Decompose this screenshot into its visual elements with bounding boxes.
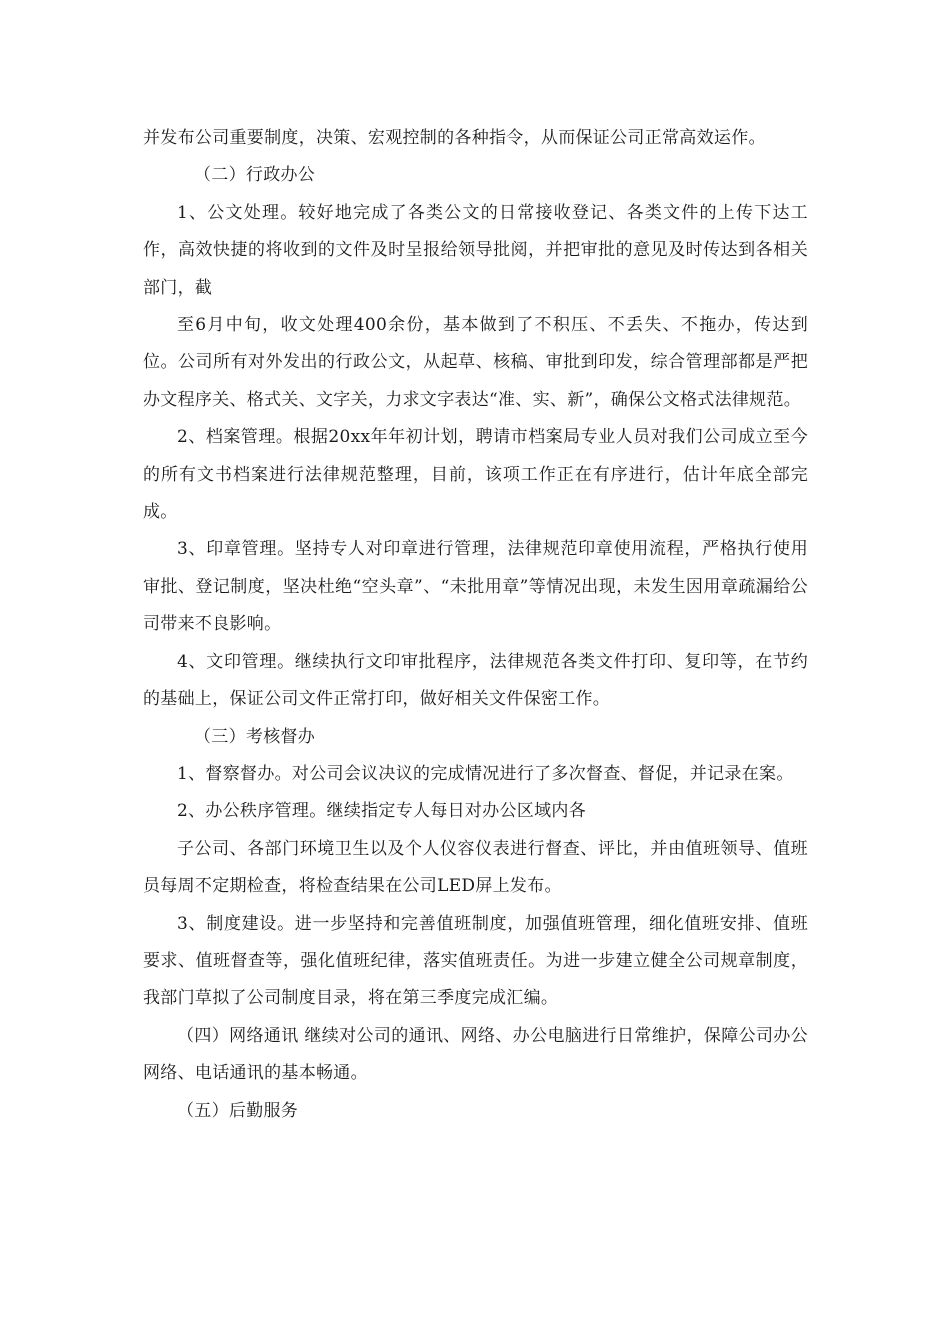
paragraph-office-order: 2、办公秩序管理。继续指定专人每日对办公区域内各 [177,801,587,822]
section-heading-assessment: （三）考核督办 [194,726,316,747]
paragraph-document-processing: 1、公文处理。较好地完成了各类公文的日常接收登记、各类文件的上传下达工作，高效快捷的将收到的文件及时呈报给领导批阅，并把审批的意见及时传达到各相关部门，截 [143,202,808,298]
section-heading-logistics: （五）后勤服务 [177,1100,299,1121]
paragraph-supervision: 1、督察督办。对公司会议决议的完成情况进行了多次督查、督促，并记录在案。 [177,763,794,784]
section-heading-administration: （二）行政办公 [194,165,316,186]
paragraph-office-order-cont: 子公司、各部门环境卫生以及个人仪容仪表进行督查、评比，并由值班领导、值班员每周不定期检查，将检查结果在公司LED屏上发布。 [143,838,808,897]
paragraph-document-processing-cont: 至6月中旬，收文处理400余份，基本做到了不积压、不丢失、不拖办，传达到位。公司所有对外发出的行政公文，从起草、核稿、审批到印发，综合管理部都是严把办文程序关、格式关、文字关，力求文字表达“准、实、新”，确保公文格式法律规范。 [143,315,808,410]
paragraph-system-building: 3、制度建设。进一步坚持和完善值班制度，加强值班管理，细化值班安排、值班要求、值班督查等，强化值班纪律，落实值班责任。为进一步建立健全公司规章制度，我部门草拟了公司制度目录，将在第三季度完成汇编。 [143,913,808,1009]
paragraph-archive-management: 2、档案管理。根据20xx年年初计划，聘请市档案局专业人员对我们公司成立至今的所有文书档案进行法律规范整理，目前，该项工作正在有序进行，估计年底全部完成。 [143,427,808,523]
paragraph-network-communication: （四）网络通讯 继续对公司的通讯、网络、办公电脑进行日常维护，保障公司办公网络、电话通讯的基本畅通。 [143,1025,808,1084]
paragraph-print-management: 4、文印管理。继续执行文印审批程序，法律规范各类文件打印、复印等，在节约的基础上，保证公司文件正常打印，做好相关文件保密工作。 [143,651,808,710]
document-body [143,120,808,1130]
paragraph-seal-management: 3、印章管理。坚持专人对印章进行管理，法律规范印章使用流程，严格执行使用审批、登记制度，坚决杜绝“空头章”、“未批用章”等情况出现，未发生因用章疏漏给公司带来不良影响。 [143,539,808,635]
paragraph-continuation: 并发布公司重要制度，决策、宏观控制的各种指令，从而保证公司正常高效运作。 [143,128,766,148]
